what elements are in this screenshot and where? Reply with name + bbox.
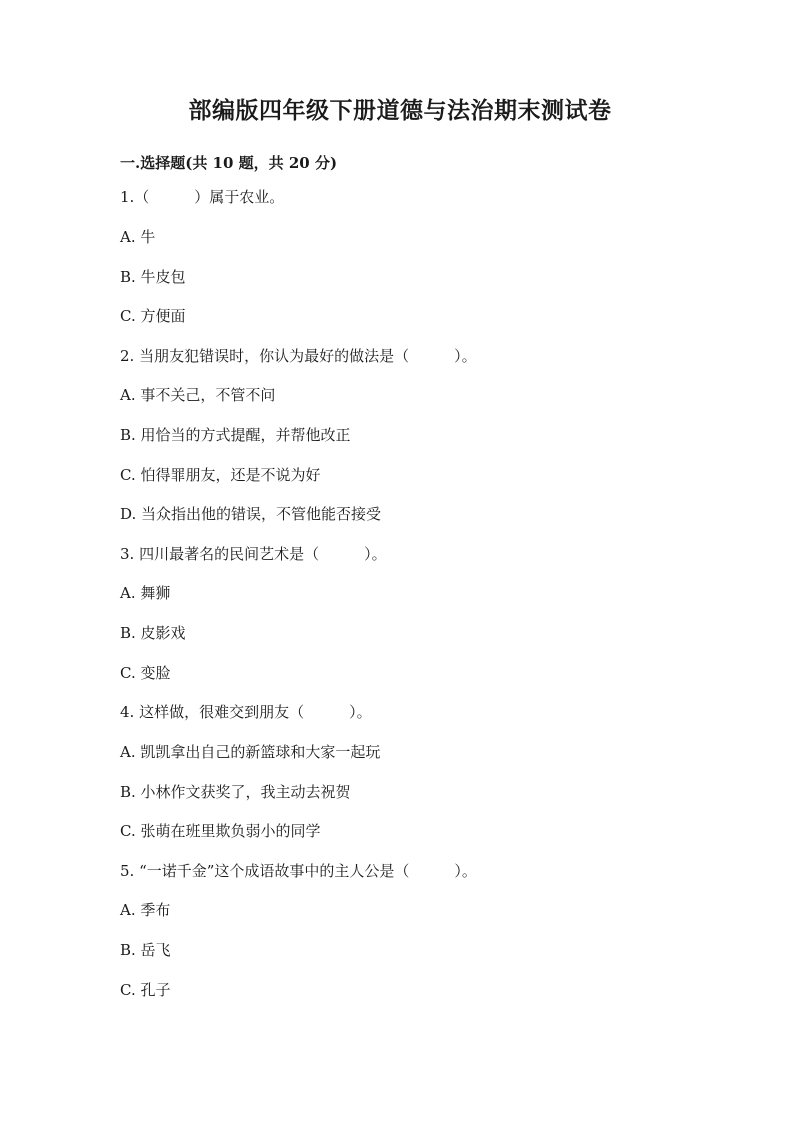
- answer-option: A. 事不关己，不管不问: [120, 386, 276, 404]
- question-stem: 4. 这样做，很难交到朋友（ ）。: [120, 703, 372, 721]
- question-stem: 2. 当朋友犯错误时，你认为最好的做法是（ ）。: [120, 347, 477, 365]
- exam-title: 部编版四年级下册道德与法治期末测试卷: [188, 97, 612, 124]
- answer-option: A. 牛: [120, 228, 156, 246]
- answer-option: B. 小林作文获奖了，我主动去祝贺: [120, 783, 351, 801]
- question-stem: 3. 四川最著名的民间艺术是（ ）。: [120, 545, 387, 563]
- answer-option: C. 方便面: [120, 307, 186, 325]
- answer-option: C. 孔子: [120, 981, 171, 999]
- answer-option: B. 岳飞: [120, 941, 171, 959]
- question-stem: 1.（ ）属于农业。: [120, 188, 285, 206]
- answer-option: B. 用恰当的方式提醒，并帮他改正: [120, 426, 351, 444]
- answer-option: D. 当众指出他的错误，不管他能否接受: [120, 505, 382, 523]
- answer-option: A. 季布: [120, 901, 171, 919]
- answer-option: C. 张萌在班里欺负弱小的同学: [120, 822, 321, 840]
- answer-option: A. 凯凯拿出自己的新篮球和大家一起玩: [120, 743, 381, 761]
- answer-option: A. 舞狮: [120, 584, 171, 602]
- answer-option: B. 牛皮包: [120, 268, 186, 286]
- section-heading: 一.选择题(共 10 题，共 20 分): [120, 154, 338, 172]
- answer-option: C. 怕得罪朋友，还是不说为好: [120, 466, 321, 484]
- question-stem: 5. “一诺千金”这个成语故事中的主人公是（ ）。: [120, 862, 477, 880]
- answer-option: C. 变脸: [120, 664, 171, 682]
- answer-option: B. 皮影戏: [120, 624, 186, 642]
